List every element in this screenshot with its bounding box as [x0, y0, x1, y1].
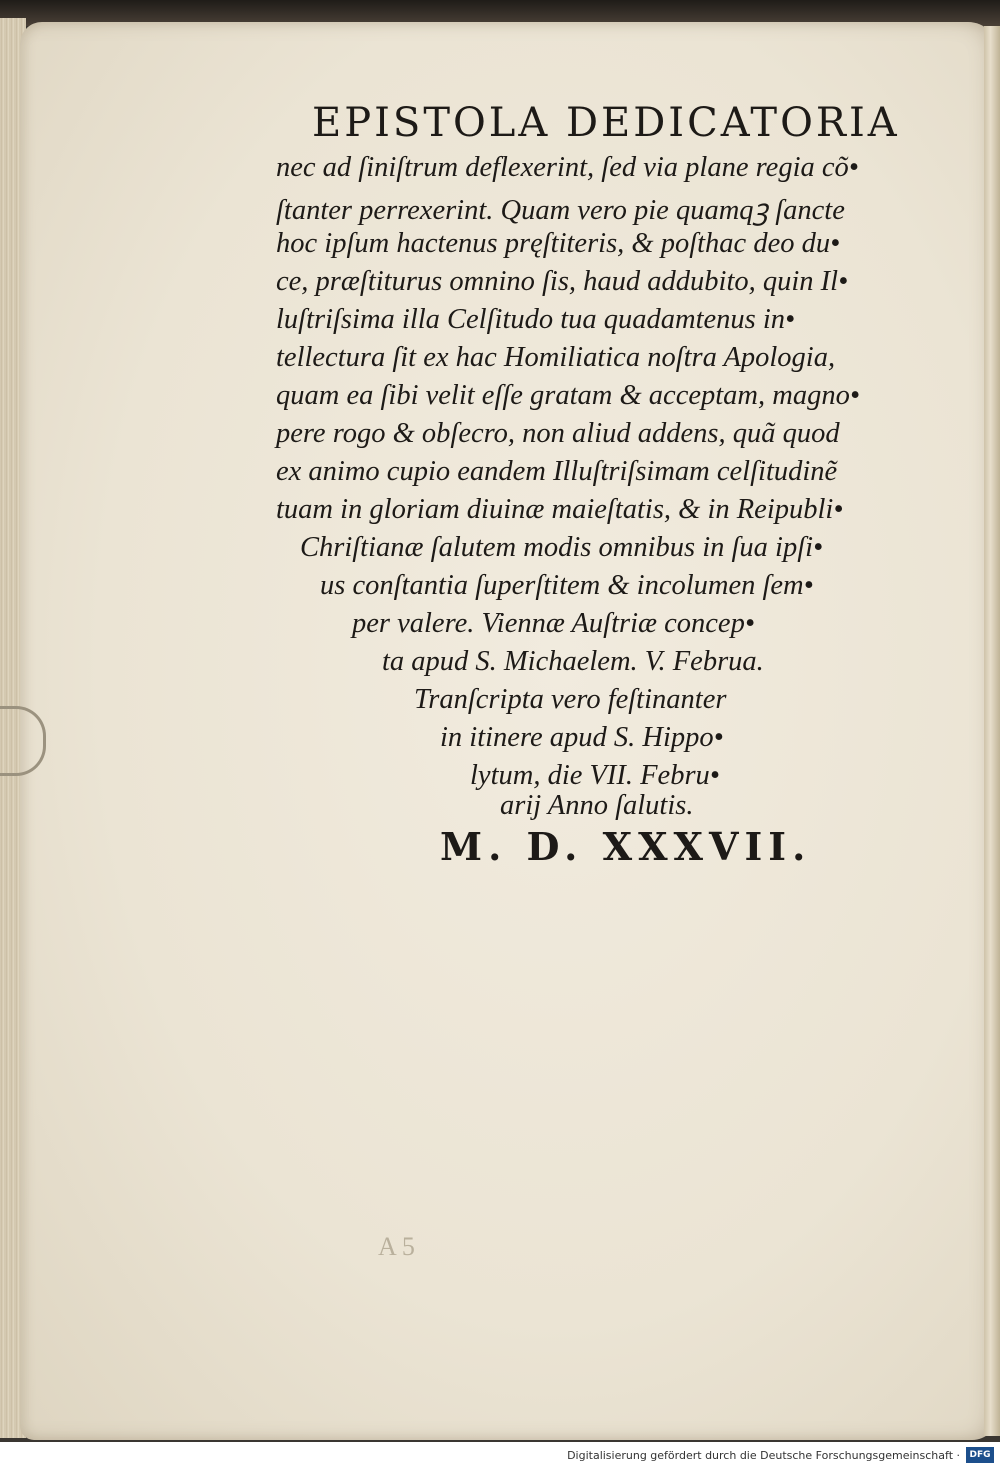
text-line: hoc ipſum hactenus pręſtiteris, & poſthac deo du• [276, 228, 841, 259]
text-line: ce, præſtiturus omnino ſis, haud addubito, quin Il• [276, 266, 849, 297]
text-line: Tranſcripta vero feſtinanter [414, 684, 727, 715]
text-line: pere rogo & obſecro, non aliud addens, quã quod [276, 418, 840, 449]
text-line: us conſtantia ſuperſtitem & incolumen ſem• [320, 570, 814, 601]
text-line: ex animo cupio eandem Illuſtriſsimam celſitudinẽ [276, 456, 838, 487]
text-line: in itinere apud S. Hippo• [440, 722, 724, 753]
footer-credit: Digitalisierung gefördert durch die Deutsche Forschungsgemeinschaft · [567, 1449, 960, 1462]
text-line: tuam in gloriam diuinæ maieſtatis, & in Reipubli• [276, 494, 844, 525]
page-heading: EPISTOLA DEDICATORIA [312, 100, 900, 146]
text-line: per valere. Viennæ Auſtriæ concep• [352, 608, 755, 639]
text-line: arij Anno ſalutis. [500, 790, 694, 821]
year-line: M. D. XXXVII. [440, 824, 812, 869]
text-line: quam ea ſibi velit eſſe gratam & acceptam, magno• [276, 380, 860, 411]
text-line: luſtriſsima illa Celſitudo tua quadamtenus in• [276, 304, 796, 335]
dfg-logo: DFG [966, 1447, 994, 1463]
signature-mark: A 5 [378, 1232, 415, 1261]
text-line: ta apud S. Michaelem. V. Februa. [382, 646, 764, 677]
text-line: ſtanter perrexerint. Quam vero pie quamqꝫ ſancte [276, 195, 845, 226]
text-line: tellectura ſit ex hac Homiliatica noſtra Apologia, [276, 342, 836, 373]
text-line: Chriſtianæ ſalutem modis omnibus in ſua ipſi• [300, 532, 824, 563]
footer-bar [0, 1442, 1000, 1471]
text-line: lytum, die VII. Febru• [470, 760, 720, 791]
text-line: nec ad ſiniſtrum deflexerint, ſed via plane regia cõ• [276, 152, 859, 183]
